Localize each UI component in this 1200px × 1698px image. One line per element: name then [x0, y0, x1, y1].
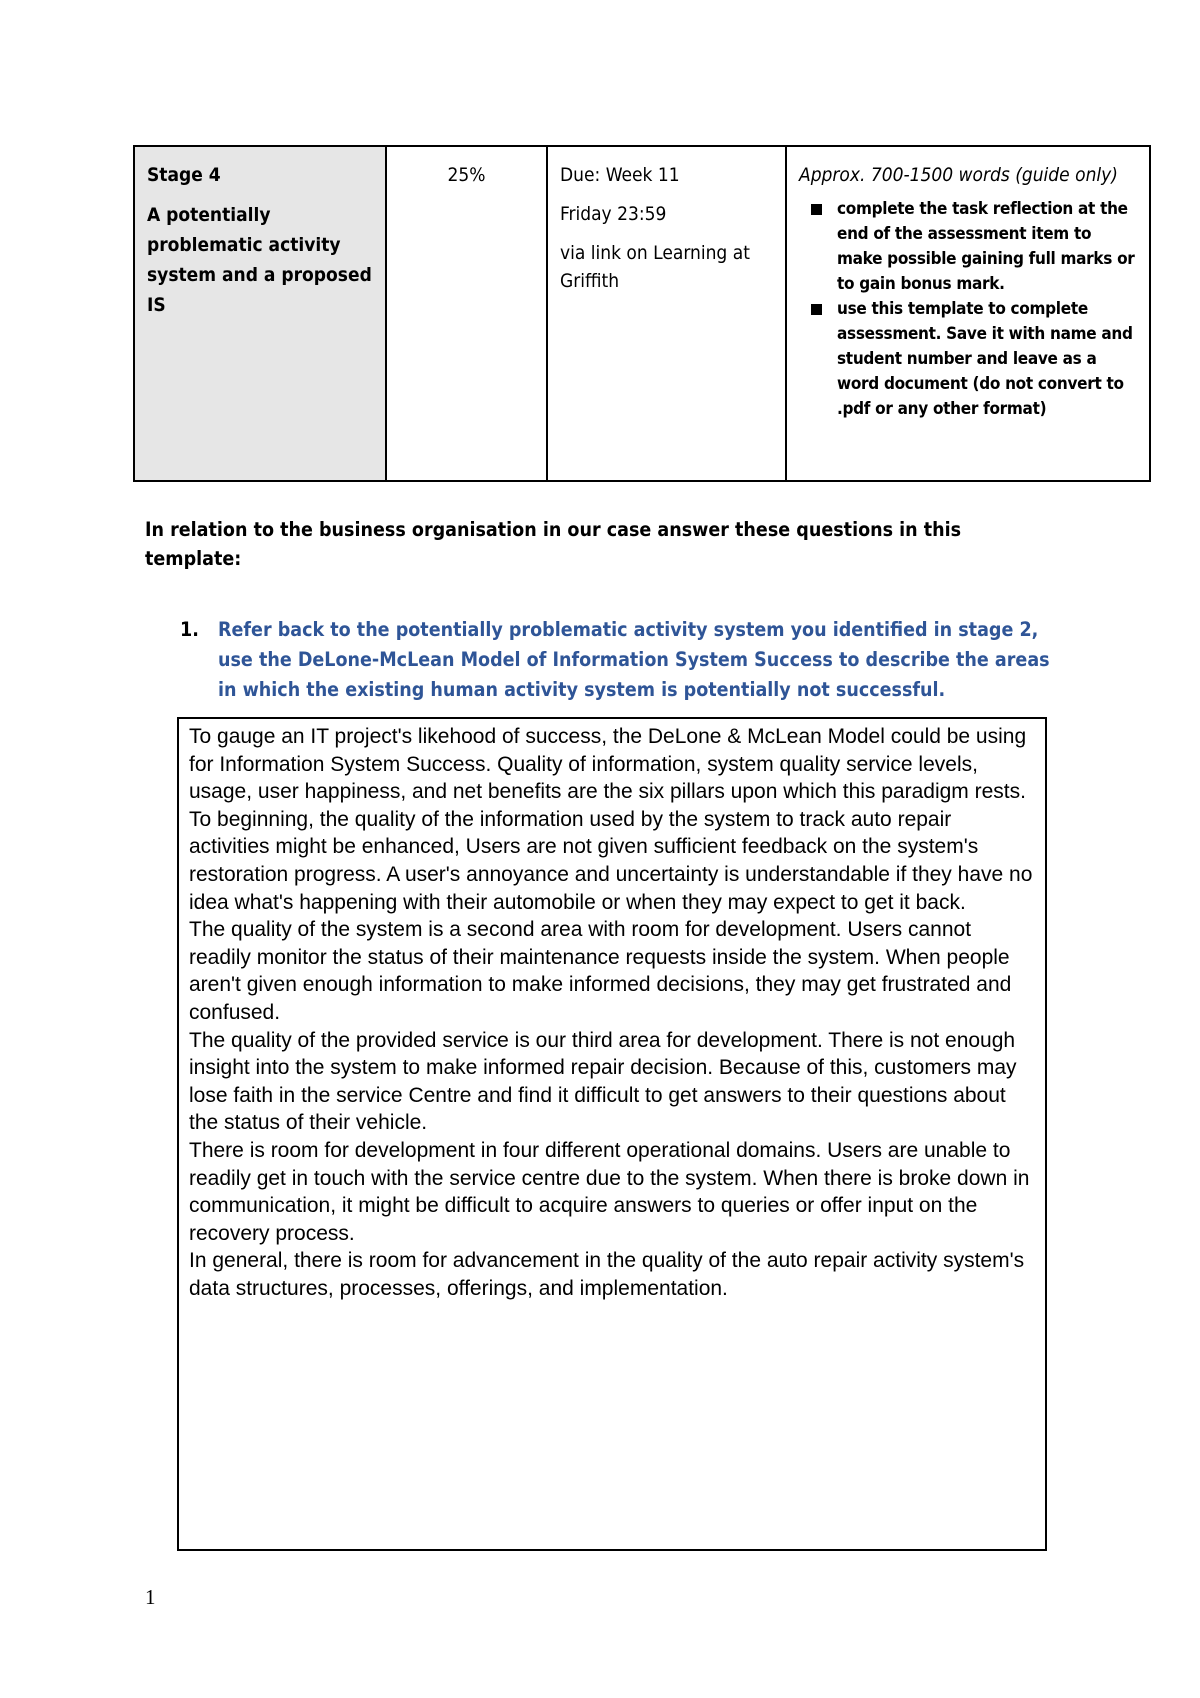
stage-cell: [134, 146, 386, 481]
due-cell: [547, 146, 786, 481]
square-bullet-icon: [811, 204, 822, 215]
answer-paragraph: To gauge an IT project's likehood of success, the DeLone & McLean Model could be using for Information System Success. Quality of information, system quality service levels, usage, user happiness, and net benefits are the six pillars upon which this paradigm rests.: [189, 725, 1027, 804]
assessment-info-table: [133, 145, 1151, 482]
question-number: 1.: [180, 618, 199, 641]
list-item: [799, 197, 1137, 297]
question-1: [180, 615, 1070, 705]
due-time: Friday 23:59: [560, 203, 667, 225]
square-bullet-icon: [811, 304, 822, 315]
page-number: 1: [145, 1585, 156, 1609]
requirements-list: [799, 197, 1137, 422]
weight-cell: [386, 146, 547, 481]
stage-description: A potentially problematic activity system and a proposed IS: [147, 204, 372, 316]
weight-value: 25%: [447, 164, 486, 186]
intro-text: In relation to the business organisation in our case answer these questions in this template:: [145, 518, 962, 570]
bullet-text: use this template to complete assessment. Save it with name and student number and leave as a word document (do not convert to .pdf or any other format): [837, 299, 1133, 419]
answer-paragraph: In general, there is room for advancement in the quality of the auto repair activity system's data structures, processes, offerings, and implementation.: [189, 1249, 1025, 1300]
question-text: Refer back to the potentially problematic activity system you identified in stage 2, use the DeLone-McLean Model of Information System Success to describe the areas in which the existing human activity system is potentially not successful.: [218, 618, 1050, 701]
stage-title: Stage 4: [147, 164, 221, 186]
requirements-cell: [786, 146, 1150, 481]
answer-paragraph: To beginning, the quality of the information used by the system to track auto repair activities might be enhanced, Users are not given sufficient feedback on the system's restoration progress. A user's annoyance and uncertainty is understandable if they have no idea what's happening with their automobile or when they may expect to get it back.: [189, 807, 1033, 914]
answer-box[interactable]: [177, 717, 1047, 1551]
answer-paragraph: The quality of the provided service is our third area for development. There is not enough insight into the system to make informed repair decision. Because of this, customers may lose faith in the service Centre and find it difficult to get answers to their questions about the status of their vehicle.: [189, 1028, 1017, 1135]
answer-paragraph: The quality of the system is a second area with room for development. Users cannot readily monitor the status of their maintenance requests inside the system. When people aren't given enough information to make informed decisions, they may get frustrated and confused.: [189, 918, 1012, 1024]
approx-words: Approx. 700-1500 words (guide only): [799, 164, 1118, 186]
bullet-text: complete the task reflection at the end of the assessment item to make possible gaining full marks or to gain bonus mark.: [837, 199, 1135, 294]
list-item: [799, 297, 1137, 422]
due-link: via link on Learning at Griffith: [560, 242, 750, 292]
answer-paragraph: There is room for development in four different operational domains. Users are unable to readily get in touch with the service centre due to the system. When there is broke down in communication, it might be difficult to acquire answers to queries or offer input on the recovery process.: [189, 1138, 1030, 1245]
due-title: Due: Week 11: [560, 164, 680, 186]
